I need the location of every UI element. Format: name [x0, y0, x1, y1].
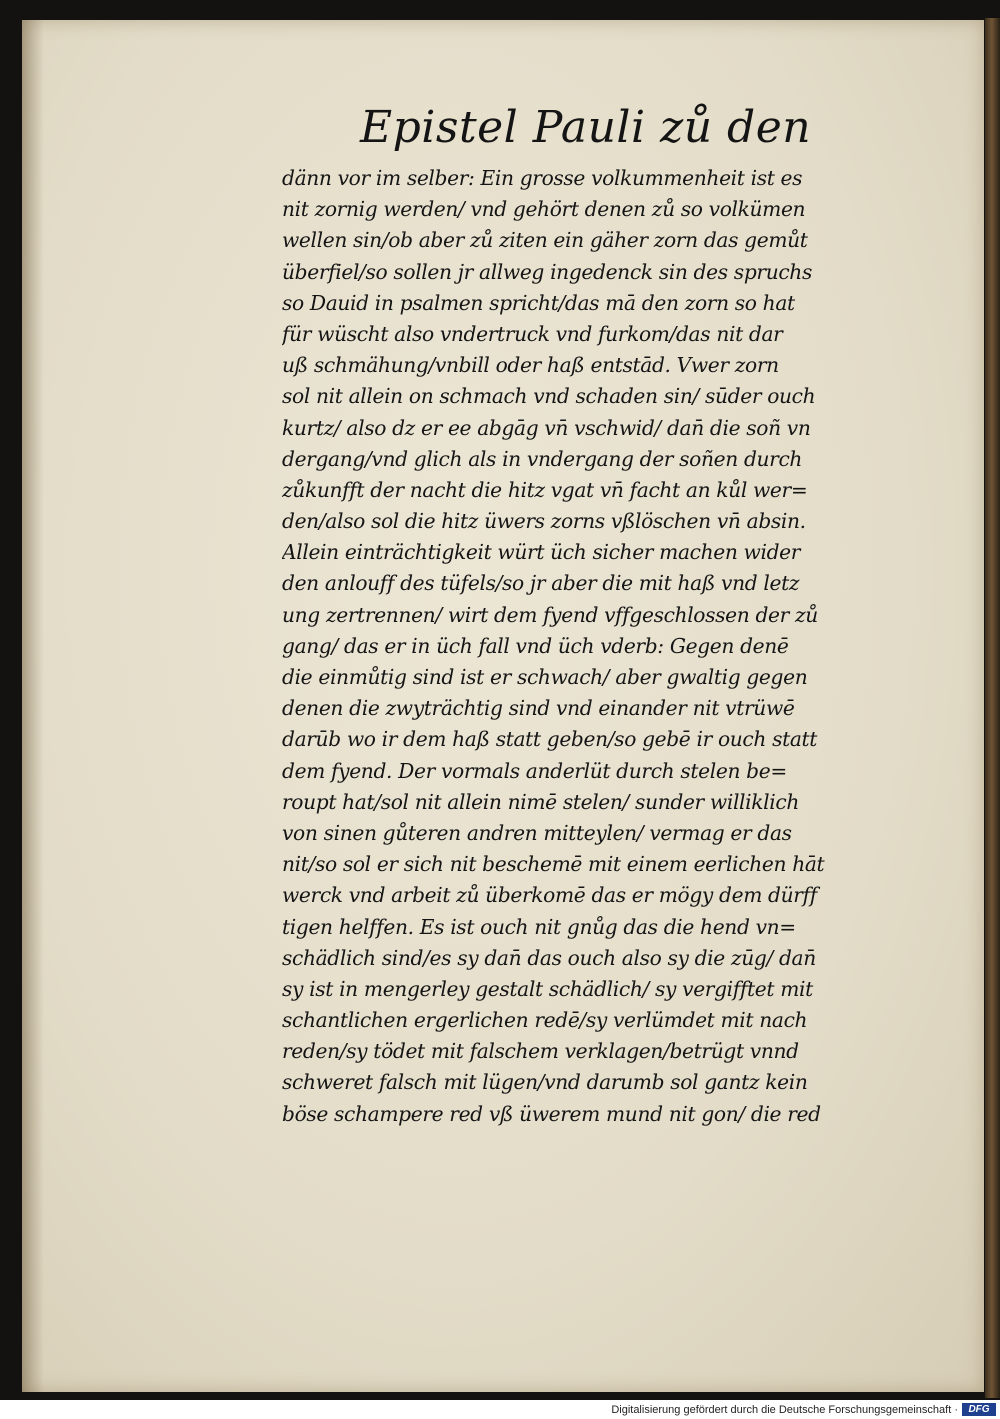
text-line: sy ist in mengerley gestalt schädlich/ sy vergifftet mit [282, 976, 813, 1001]
text-line: dergang/vnd glich als in vndergang der soñen durch [282, 446, 803, 471]
funding-credit: Digitalisierung gefördert durch die Deutsche Forschungsgemeinschaft · [611, 1404, 958, 1416]
text-line: kurtz/ also dz er ee abgāg vn̄ vschwid/ dan̄ die soñ vn [282, 415, 811, 440]
text-line: nit zornig werden/ vnd gehört denen zů so volkümen [282, 197, 806, 222]
text-line: den/also sol die hitz üwers zorns vßlöschen vn̄ absin. [282, 509, 806, 534]
text-line: tigen helffen. Es ist ouch nit gnůg das die hend vn= [282, 914, 796, 939]
text-line: schädlich sind/es sy dan̄ das ouch also sy die zūg/ dan̄ [282, 945, 816, 970]
text-line: so Dauid in psalmen spricht/das mā den zorn so hat [282, 290, 795, 315]
text-line: böse schampere red vß üwerem mund nit gon/ die red [282, 1101, 821, 1126]
text-line: von sinen gůteren andren mitteylen/ vermag er das [282, 820, 792, 845]
text-line: darūb wo ir dem haß statt geben/so gebē ir ouch statt [282, 727, 818, 752]
text-line: nit/so sol er sich nit beschemē mit einem eerlichen hāt [282, 852, 825, 877]
text-line: werck vnd arbeit zů überkomē das er mögy dem dürff [282, 883, 817, 908]
text-line: sol nit allein on schmach vnd schaden sin/ sūder ouch [282, 384, 816, 409]
text-line: überfiel/so sollen jr allweg ingedenck sin des spruchs [282, 259, 812, 284]
text-line: Allein einträchtigkeit würt üch sicher machen wider [282, 540, 801, 565]
text-line: für wüscht also vndertruck vnd furkom/das nit dar [282, 321, 783, 346]
book-page-edge [985, 18, 1000, 1398]
text-line: schantlichen ergerlichen redē/sy verlümdet mit nach [282, 1008, 808, 1033]
text-line: uß schmähung/vnbill oder haß entstād. Vwer zorn [282, 353, 779, 378]
text-line: zůkunfft der nacht die hitz vgat vn̄ facht an kůl wer= [282, 477, 808, 502]
text-line: wellen sin/ob aber zů ziten ein gäher zorn das gemůt [282, 228, 808, 253]
text-line: gang/ das er in üch fall vnd üch vderb: Gegen denē [282, 633, 789, 658]
text-line: die einmůtig sind ist er schwach/ aber gwaltig gegen [282, 665, 808, 689]
text-line: reden/sy tödet mit falschem verklagen/betrügt vnnd [282, 1039, 799, 1064]
running-head: Epistel Pauli zů den [360, 102, 812, 153]
page-body-text [282, 163, 922, 1130]
text-line: ung zertrennen/ wirt dem fyend vffgeschlossen der zů [282, 602, 818, 627]
text-line: dem fyend. Der vormals anderlüt durch stelen be= [282, 758, 787, 783]
text-line: den anlouff des tüfels/so jr aber die mit haß vnd letz [282, 571, 800, 596]
text-line: denen die zwyträchtig sind vnd einander nit vtrüwē [282, 696, 795, 721]
text-line: schweret falsch mit lügen/vnd darumb sol gantz kein [282, 1070, 808, 1095]
dfg-logo: DFG [962, 1403, 996, 1416]
page-gutter-shadow [22, 20, 44, 1392]
text-line: dänn vor im selber: Ein grosse volkummenheit ist es [282, 166, 803, 190]
text-line: roupt hat/sol nit allein nimē stelen/ sunder williklich [282, 789, 799, 814]
